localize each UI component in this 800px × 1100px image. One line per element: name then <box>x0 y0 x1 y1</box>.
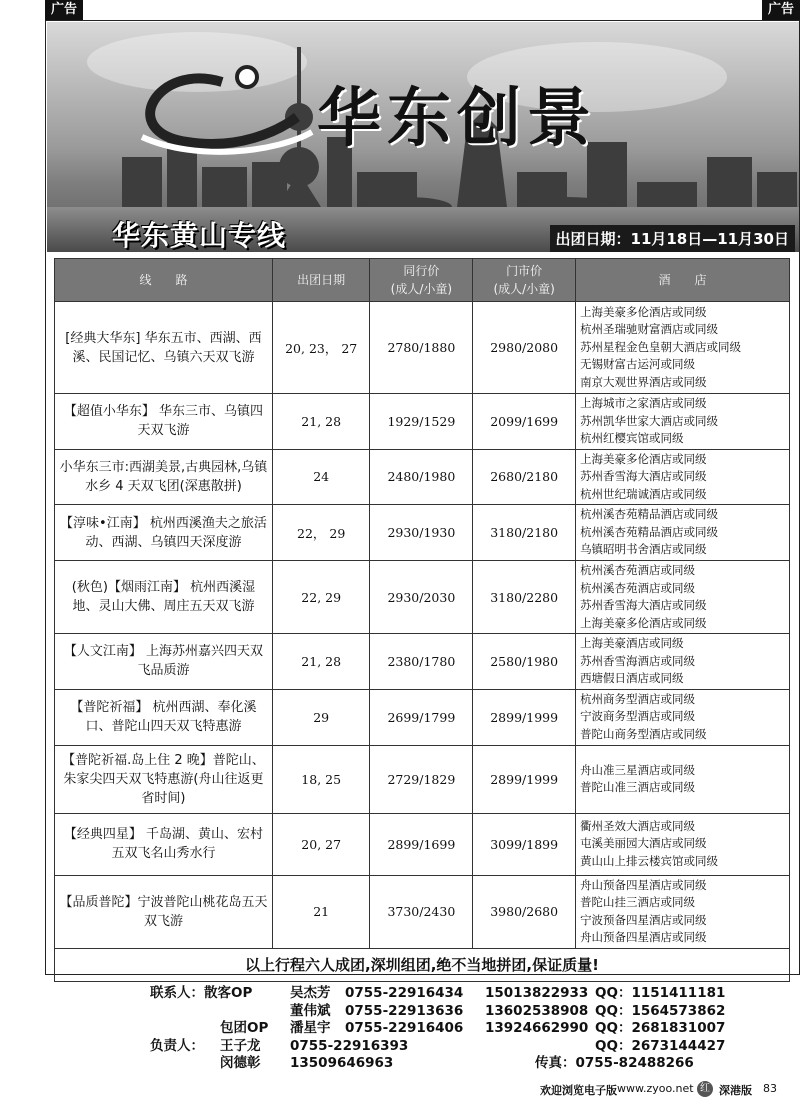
hotel-item: 普陀山准三酒店或同级 <box>580 780 696 794</box>
hotel-cell <box>576 813 790 875</box>
header-retail-price: 门市价 (成人/小童) <box>473 259 576 302</box>
hotel-item: 苏州凯华世家大酒店或同级 <box>580 413 719 428</box>
dates-cell: 21, 28 <box>272 634 370 690</box>
contact-name: 闵德彰 <box>220 1055 261 1071</box>
table-row <box>55 745 790 813</box>
route-cell: 【超值小华东】 华东三市、乌镇四天双飞游 <box>55 394 273 450</box>
route-cell: 【普陀祈福.岛上住 2 晚】普陀山、朱家尖四天双飞特惠游(舟山往返更省时间) <box>55 745 273 813</box>
contact-label: 联系人：散客OP <box>150 985 253 1001</box>
hotel-item: 苏州星程金色皇朝大酒店或同级 <box>580 339 742 354</box>
departure-dates: 出团日期：11月18日—11月30日 <box>550 225 796 252</box>
table-row <box>55 449 790 505</box>
page-number: 83 <box>763 1082 777 1095</box>
contact-row <box>150 1020 790 1038</box>
footer-browse: 欢迎浏览电子版 <box>540 1084 617 1097</box>
hotel-item: 黄山山上排云楼宾馆或同级 <box>580 853 719 868</box>
peer-price-cell: 2930/2030 <box>370 561 473 634</box>
hotel-item: 上海美豪多伦酒店或同级 <box>580 615 707 630</box>
manager-label: 负责人： <box>150 1037 204 1054</box>
retail-price-cell: 3180/2180 <box>473 505 576 561</box>
retail-price-cell: 3180/2280 <box>473 561 576 634</box>
group-label: 包团OP <box>220 1020 269 1036</box>
hotel-item: 上海城市之家酒店或同级 <box>580 396 707 410</box>
dates-cell: 20, 23， 27 <box>272 302 370 394</box>
table-footnote: 以上行程六人成团,深圳组团,绝不当地拼团,保证质量! <box>55 948 790 981</box>
hotel-cell <box>576 302 790 394</box>
hotel-item: 杭州商务型酒店或同级 <box>580 691 696 706</box>
contact-tel: 13509646963 <box>290 1055 394 1071</box>
hotel-item: 南京大观世界酒店或同级 <box>580 374 707 389</box>
retail-price-cell: 3980/2680 <box>473 875 576 948</box>
dates-cell: 20, 27 <box>272 813 370 875</box>
contact-mobile: 13602538908 <box>485 1002 589 1019</box>
contact-tel: 0755-22916406 <box>345 1020 464 1036</box>
line-title: 华东黄山专线 <box>112 219 287 252</box>
dates-cell: 22, 29 <box>272 561 370 634</box>
dates-cell: 18, 25 <box>272 745 370 813</box>
peer-price-cell: 2380/1780 <box>370 634 473 690</box>
route-cell: 【淳味•江南】 杭州西溪渔夫之旅活动、西湖、乌镇四天深度游 <box>55 505 273 561</box>
hotel-item: 苏州香雪海酒店或同级 <box>580 653 696 668</box>
route-cell: 【人文江南】 上海苏州嘉兴四天双飞品质游 <box>55 634 273 690</box>
route-cell: 【品质普陀】宁波普陀山桃花岛五天双飞游 <box>55 875 273 948</box>
peer-price-cell: 3730/2430 <box>370 875 473 948</box>
hotel-item: 乌镇昭明书舍酒店或同级 <box>580 542 707 557</box>
hotel-cell <box>576 505 790 561</box>
dates-cell: 24 <box>272 449 370 505</box>
table-row <box>55 394 790 450</box>
hotel-item: 宁波预备四星酒店或同级 <box>580 912 707 927</box>
fax-number: 传真：0755-82488266 <box>535 1055 694 1071</box>
page-footer <box>0 1078 800 1100</box>
contact-qq: QQ：1564573862 <box>595 1002 726 1019</box>
route-cell: 小华东三市:西湖美景,古典园林,乌镇水乡 4 天双飞团(深惠散拼) <box>55 449 273 505</box>
retail-price-cell: 2899/1999 <box>473 689 576 745</box>
hotel-item: 杭州世纪瑞诚酒店或同级 <box>580 486 707 501</box>
hotel-cell <box>576 561 790 634</box>
hotel-item: 舟山预备四星酒店或同级 <box>580 877 707 892</box>
hotel-item: 杭州红樱宾馆或同级 <box>580 431 684 445</box>
route-cell: 【经典四星】 千岛湖、黄山、宏村五双飞名山秀水行 <box>55 813 273 875</box>
hotel-item: 杭州溪杏苑精品酒店或同级 <box>580 507 719 522</box>
header-peer-price: 同行价 (成人/小童) <box>370 259 473 302</box>
footer-badge-icon: 红 <box>697 1081 713 1097</box>
route-cell: (秋色)【烟雨江南】 杭州西溪湿地、灵山大佛、周庄五天双飞游 <box>55 561 273 634</box>
header-route: 线 路 <box>55 259 273 302</box>
ad-label-left: 广告 <box>45 0 83 20</box>
header-dates: 出团日期 <box>272 259 370 302</box>
banner <box>47 22 799 252</box>
hotel-cell <box>576 394 790 450</box>
hotel-item: 普陀山商务型酒店或同级 <box>580 726 707 741</box>
footer-site-link[interactable]: www.zyoo.net <box>617 1082 694 1095</box>
table-row <box>55 634 790 690</box>
hotel-item: 舟山预备四星酒店或同级 <box>580 930 707 944</box>
hotel-item: 衢州圣效大酒店或同级 <box>580 818 696 833</box>
retail-price-cell: 3099/1899 <box>473 813 576 875</box>
contact-row <box>150 1003 790 1021</box>
table-row <box>55 813 790 875</box>
brand-title: 华东创景 <box>317 81 597 156</box>
hotel-item: 苏州香雪海大酒店或同级 <box>580 598 707 612</box>
table-row <box>55 689 790 745</box>
peer-price-cell: 2699/1799 <box>370 689 473 745</box>
peer-price-cell: 1929/1529 <box>370 394 473 450</box>
hotel-item: 屯溪美丽园大酒店或同级 <box>580 836 707 851</box>
peer-price-cell: 2729/1829 <box>370 745 473 813</box>
contact-qq: QQ：1151411181 <box>595 985 726 1001</box>
retail-price-cell: 2680/2180 <box>473 449 576 505</box>
retail-price-cell: 2899/1999 <box>473 745 576 813</box>
hotel-cell <box>576 634 790 690</box>
ad-label-right: 广告 <box>762 0 800 20</box>
hotel-cell <box>576 689 790 745</box>
peer-price-cell: 2480/1980 <box>370 449 473 505</box>
hotel-item: 上海美豪多伦酒店或同级 <box>580 304 707 319</box>
hotel-item: 杭州溪杏苑酒店或同级 <box>580 563 696 577</box>
hotel-item: 苏州香雪海大酒店或同级 <box>580 469 707 483</box>
route-price-table <box>54 258 790 982</box>
hotel-item: 西塘假日酒店或同级 <box>580 671 684 685</box>
contact-tel: 0755-22916434 <box>345 985 464 1001</box>
contact-mobile: 15013822933 <box>485 985 589 1001</box>
hotel-item: 宁波商务型酒店或同级 <box>580 709 696 724</box>
hotel-cell <box>576 449 790 505</box>
contact-name: 王子龙 <box>220 1037 261 1054</box>
footer-edition: 深港版 <box>719 1084 752 1097</box>
contact-block <box>150 985 790 1073</box>
table-row <box>55 302 790 394</box>
contact-qq: QQ：2681831007 <box>595 1020 726 1036</box>
table-row <box>55 505 790 561</box>
hotel-item: 杭州溪杏苑酒店或同级 <box>580 580 696 595</box>
hotel-cell <box>576 745 790 813</box>
hotel-item: 上海美豪多伦酒店或同级 <box>580 451 707 466</box>
retail-price-cell: 2980/2080 <box>473 302 576 394</box>
peer-price-cell: 2930/1930 <box>370 505 473 561</box>
contact-tel: 0755-22916393 <box>290 1037 409 1054</box>
contact-tel: 0755-22913636 <box>345 1002 464 1019</box>
contact-row <box>150 985 790 1003</box>
contact-row <box>150 1055 790 1073</box>
dates-cell: 21 <box>272 875 370 948</box>
hotel-item: 上海美豪酒店或同级 <box>580 636 684 650</box>
hotel-item: 杭州圣瑞驰财富酒店或同级 <box>580 322 719 337</box>
hotel-item: 杭州溪杏苑精品酒店或同级 <box>580 524 719 539</box>
retail-price-cell: 2580/1980 <box>473 634 576 690</box>
contact-qq: QQ：2673144427 <box>595 1037 726 1054</box>
hotel-cell <box>576 875 790 948</box>
hotel-item: 普陀山挂三酒店或同级 <box>580 895 696 909</box>
retail-price-cell: 2099/1699 <box>473 394 576 450</box>
peer-price-cell: 2780/1880 <box>370 302 473 394</box>
contact-name: 潘星宇 <box>290 1020 331 1036</box>
contact-name: 董伟斌 <box>290 1002 331 1019</box>
peer-price-cell: 2899/1699 <box>370 813 473 875</box>
dates-cell: 29 <box>272 689 370 745</box>
route-cell: [经典大华东] 华东五市、西湖、西溪、民国记忆、乌镇六天双飞游 <box>55 302 273 394</box>
header-hotel: 酒 店 <box>576 259 790 302</box>
route-cell: 【普陀祈福】 杭州西湖、奉化溪口、普陀山四天双飞特惠游 <box>55 689 273 745</box>
table-row <box>55 875 790 948</box>
hotel-item: 无锡财富古运河或同级 <box>580 357 696 372</box>
table-footnote-row <box>55 948 790 981</box>
dates-cell: 21, 28 <box>272 394 370 450</box>
table-header-row <box>55 259 790 302</box>
contact-name: 吴杰芳 <box>290 985 331 1001</box>
contact-mobile: 13924662990 <box>485 1020 589 1036</box>
dates-cell: 22， 29 <box>272 505 370 561</box>
table-row <box>55 561 790 634</box>
contact-row <box>150 1038 790 1056</box>
hotel-item: 舟山准三星酒店或同级 <box>580 762 696 777</box>
